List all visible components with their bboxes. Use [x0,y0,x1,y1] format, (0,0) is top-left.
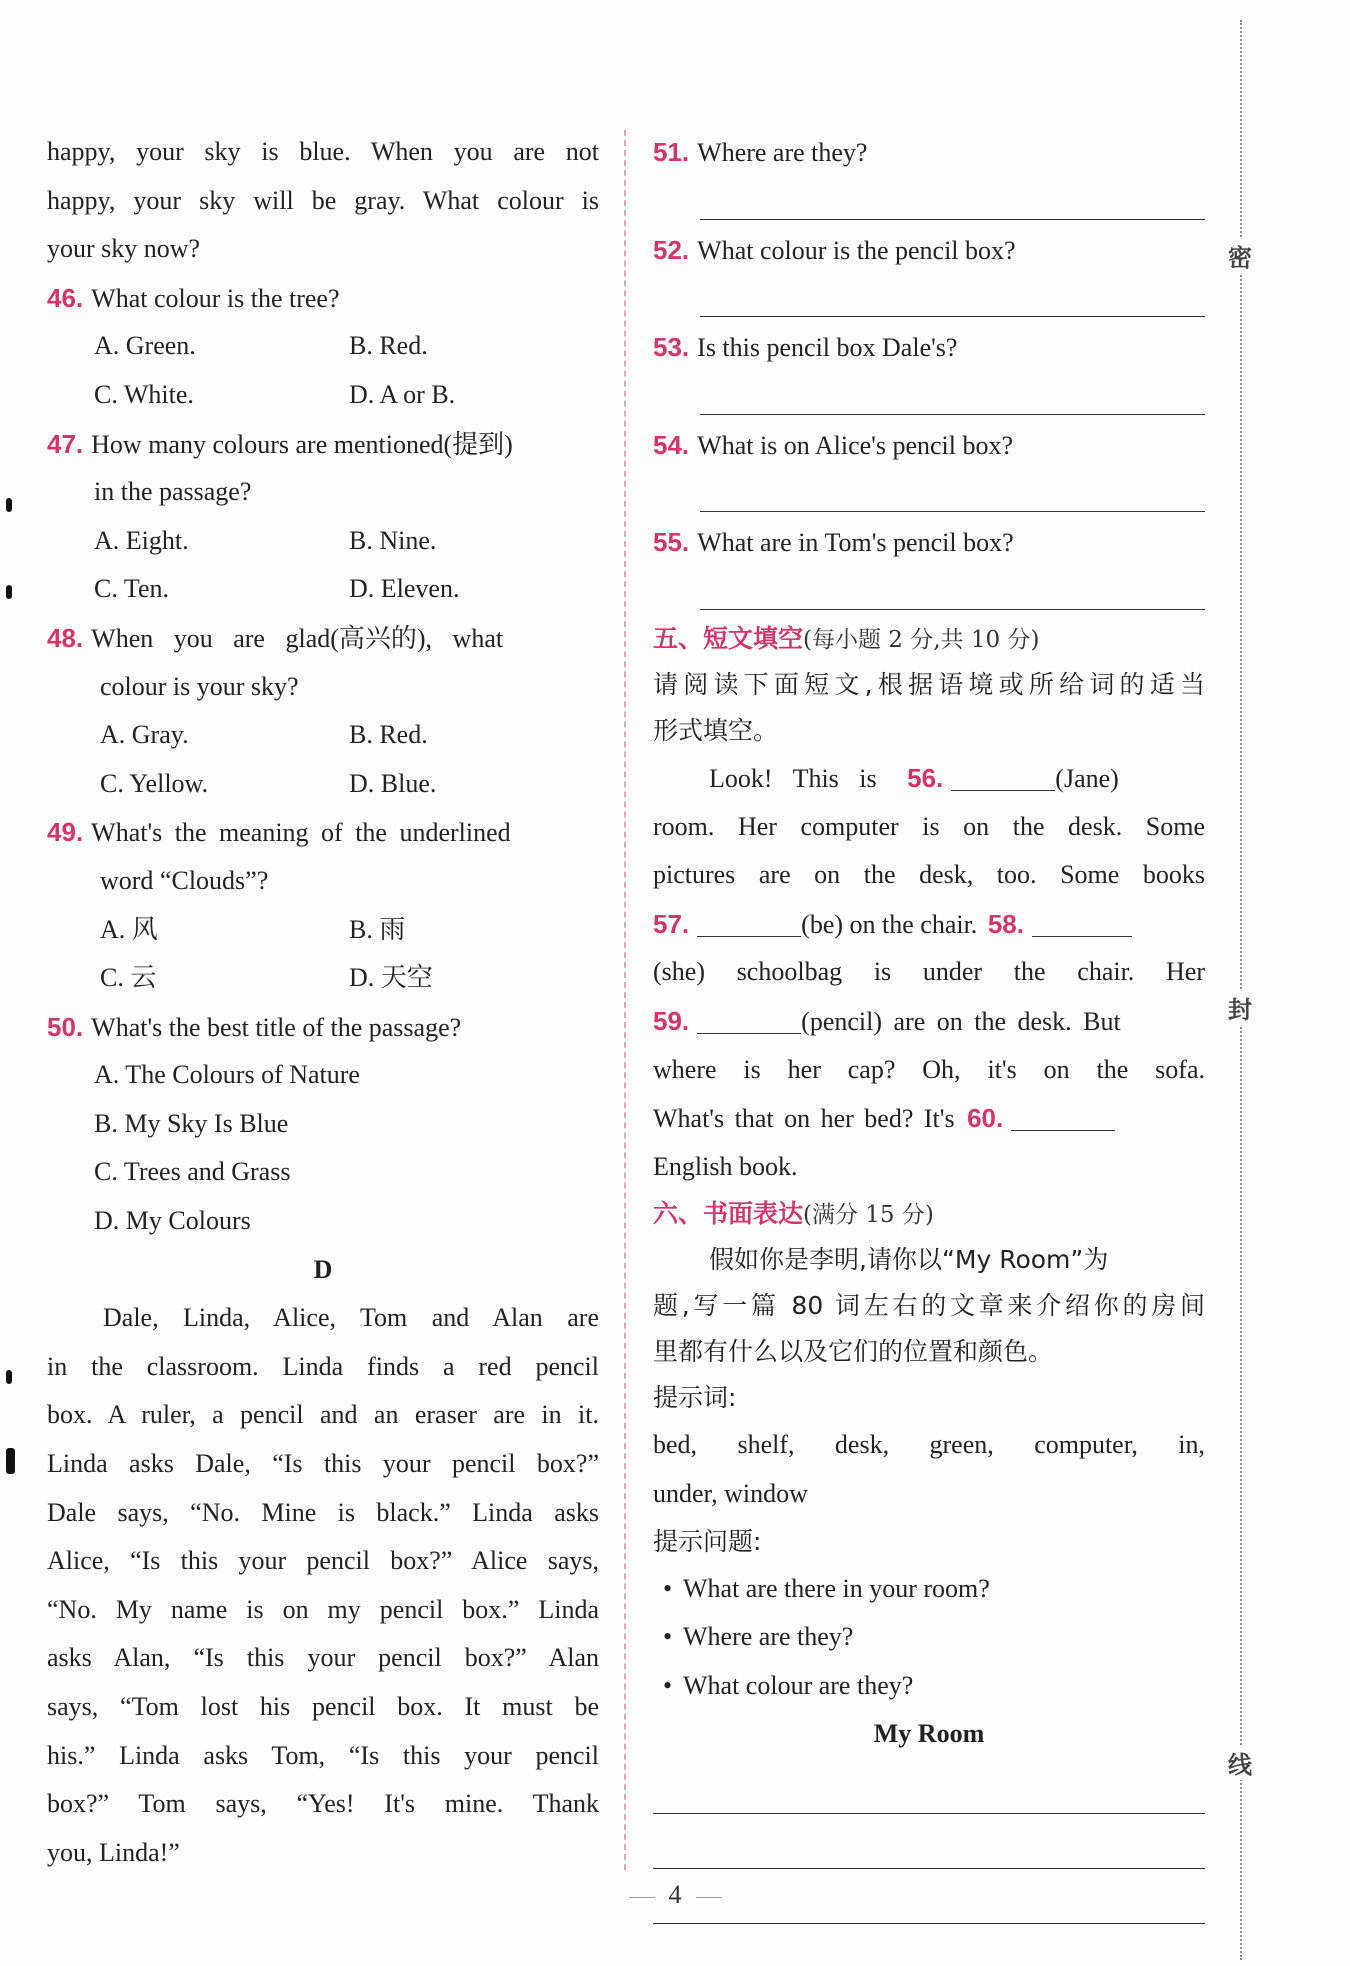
passage-d-line: in the classroom. Linda finds a red pencil [47,1351,599,1381]
question-text: What are in Tom's pencil box? [697,528,1014,558]
cloze-text: Look! This is [709,763,877,793]
cloze-text: English book. [653,1151,798,1181]
option-c: C. 云 [100,963,157,993]
hint-question: • Where are they? [653,1613,1205,1662]
cloze-text: What's that on her bed? It's [653,1104,955,1134]
page-number: 4 [668,1880,682,1909]
section-6-instruction: 里都有什么以及它们的位置和颜色。 [653,1337,1054,1367]
question-text: When you are glad(高兴的), what [91,623,504,653]
question-number: 55. [653,527,690,558]
section-6-title: 六、书面表达 [653,1199,804,1229]
option-a: A. Green. [94,331,196,361]
question-text-cont: colour is your sky? [100,671,299,701]
option-d: D. A or B. [349,379,456,409]
passage-d-line: you, Linda!” [47,1837,180,1867]
question-text: What's the best title of the passage? [91,1012,462,1042]
option-b: B. My Sky Is Blue [94,1108,289,1138]
cloze-text: (she) schoolbag is under the chair. Her [653,957,1205,987]
passage-c-line: happy, your sky will be gray. What colour is [47,185,599,215]
cloze-text: where is her cap? Oh, it's on the sofa. [653,1054,1205,1084]
blank-60[interactable] [1011,1100,1115,1131]
section-6-instruction: 假如你是李明,请你以“My Room”为 [709,1245,1109,1275]
section-5-title: 五、短文填空 [653,623,804,653]
footer-dash [629,1897,655,1898]
writing-line[interactable] [653,1814,1205,1869]
hint-questions-label: 提示问题: [653,1526,762,1556]
hint-words: bed, shelf, desk, green, computer, in, [653,1430,1205,1460]
option-b: B. Red. [349,331,428,361]
blank-number-56: 56. [907,762,944,793]
option-a: A. 风 [100,914,158,944]
passage-d-line: “No. My name is on my pencil box.” Linda [47,1594,599,1624]
scan-mark [6,498,12,512]
passage-d-line: box. A ruler, a pencil and an eraser are in it. [47,1400,599,1430]
answer-line-52[interactable] [700,274,1205,317]
column-divider [624,130,626,1870]
hint-question: • What colour are they? [653,1662,1205,1711]
section-5-instruction: 请阅读下面短文,根据语境或所给词的适当 [653,669,1205,699]
blank-58[interactable] [1032,906,1132,937]
passage-d-line: says, “Tom lost his pencil box. It must be [47,1692,599,1721]
option-b: B. Red. [349,720,428,750]
short-answer-questions [653,128,1205,610]
passage-d-heading: D [313,1254,333,1284]
question-50 [47,1003,599,1246]
section-5-note: (每小题 2 分,共 10 分) [803,626,1040,653]
passage-d-line: asks Alan, “Is this your pencil box?” Alan [47,1643,599,1673]
passage-d-line: Linda asks Dale, “Is this your pencil box?” [47,1449,599,1479]
question-number: 47. [47,428,84,459]
passage-d-line: box?” Tom says, “Yes! It's mine. Thank [47,1789,599,1819]
blank-59[interactable] [697,1003,801,1034]
question-text: What is on Alice's pencil box? [697,430,1014,460]
passage-c-line: your sky now? [47,234,201,264]
question-text: What colour is the pencil box? [697,235,1016,265]
passage-d-line: Dale, Linda, Alice, Tom and Alan are [103,1303,599,1333]
section-5-instruction: 形式填空。 [653,715,779,745]
question-number: 48. [47,622,84,653]
option-c: C. Trees and Grass [94,1157,291,1187]
question-text: What's the meaning of the underlined [91,818,511,848]
question-text: What colour is the tree? [91,283,340,313]
answer-line-53[interactable] [700,372,1205,415]
question-47 [47,420,599,614]
cloze-text: (be) on the chair. [801,909,978,939]
question-text: How many colours are mentioned(提到) [91,429,513,459]
question-number: 51. [653,137,690,167]
scan-mark [6,1448,15,1474]
passage-d-line: Dale says, “No. Mine is black.” Linda asks [47,1497,599,1527]
blank-57[interactable] [697,906,801,937]
question-number: 50. [47,1011,84,1042]
option-d: D. Blue. [349,768,437,798]
blank-number-57: 57. [653,908,690,939]
scan-mark [6,1370,12,1384]
essay-title: My Room [873,1719,985,1749]
cloze-text: (Jane) [1055,763,1119,793]
question-text: Where are they? [697,138,868,167]
option-b: B. Nine. [349,525,437,555]
option-a: A. Eight. [94,525,189,555]
binding-char-feng: 封 [1223,990,1257,1025]
question-48 [47,614,599,808]
question-number: 53. [653,332,690,363]
option-c: C. White. [94,379,194,409]
question-text-cont: word “Clouds”? [100,865,269,895]
option-d: D. 天空 [349,963,433,993]
hint-question: • What are there in your room? [653,1565,1205,1614]
option-b: B. 雨 [349,914,406,944]
question-46 [47,274,599,420]
question-text-cont: in the passage? [94,477,252,507]
question-49 [47,808,599,1002]
option-d: D. Eleven. [349,574,460,604]
hint-words: under, window [653,1478,808,1508]
cloze-text: room. Her computer is on the desk. Some [653,811,1205,841]
writing-line[interactable] [653,1759,1205,1814]
question-text: Is this pencil box Dale's? [697,333,958,363]
option-a: A. The Colours of Nature [94,1060,360,1090]
passage-d-line: his.” Linda asks Tom, “Is this your pencil [47,1740,599,1770]
right-column [653,128,1205,1924]
hint-words-label: 提示词: [653,1383,737,1413]
question-number: 54. [653,429,690,460]
bullet-icon: • [663,1670,673,1700]
footer-dash [696,1897,722,1898]
blank-number-60: 60. [967,1103,1004,1134]
option-a: A. Gray. [100,720,189,750]
page-footer [0,1880,1350,1910]
bullet-icon: • [663,1573,673,1603]
section-6-note: (满分 15 分) [803,1202,934,1229]
question-number: 46. [47,282,84,313]
blank-number-58: 58. [987,908,1024,939]
cloze-text: (pencil) are on the desk. But [801,1006,1121,1036]
option-d: D. My Colours [94,1206,251,1236]
question-number: 52. [653,234,690,265]
answer-line-51[interactable] [700,177,1205,220]
bullet-icon: • [663,1622,673,1652]
cloze-passage [653,754,1205,1191]
scan-mark [6,585,12,599]
binding-char-mi: 密 [1223,238,1257,273]
option-c: C. Ten. [94,574,169,604]
section-6-instruction: 题,写一篇 80 词左右的文章来介绍你的房间 [653,1291,1205,1321]
binding-char-xian: 线 [1223,1745,1257,1780]
passage-d-line: Alice, “Is this your pencil box?” Alice says, [47,1546,599,1576]
question-number: 49. [47,817,84,848]
cloze-text: pictures are on the desk, too. Some books [653,860,1205,890]
left-column [47,128,599,1877]
answer-line-54[interactable] [700,469,1205,512]
option-c: C. Yellow. [100,768,209,798]
blank-number-59: 59. [653,1005,690,1036]
passage-c-line: happy, your sky is blue. When you are not [47,137,599,166]
blank-56[interactable] [951,760,1055,791]
passage-d [47,1294,599,1877]
answer-line-55[interactable] [700,567,1205,610]
